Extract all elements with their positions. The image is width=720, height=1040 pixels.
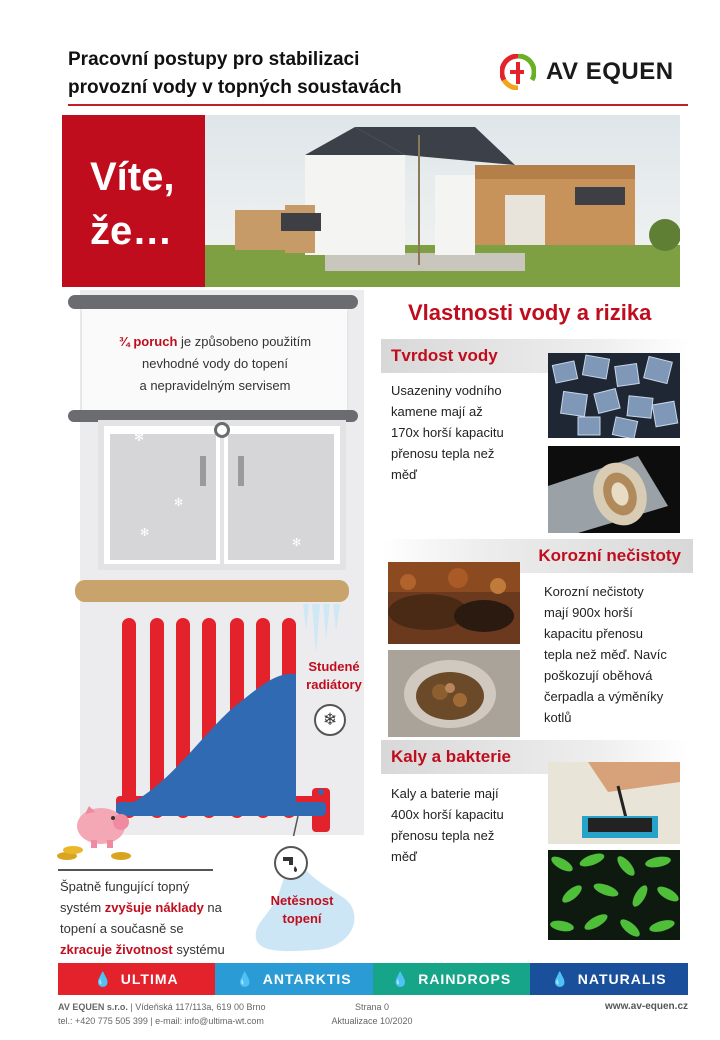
brand-label: NATURALIS: [577, 971, 667, 987]
snowflake-icon: ✻: [134, 430, 145, 444]
text-line: přenosu tepla než: [391, 828, 495, 843]
water-drop-icon: 💧: [236, 970, 255, 987]
footer-update-date: Aktualizace 10/2020: [331, 1016, 413, 1026]
brand-label: ANTARKTIS: [262, 971, 352, 987]
window-handle-right: [238, 456, 244, 486]
window-handle-left: [200, 456, 206, 486]
brand-ultima: [58, 963, 215, 995]
cost-highlight-1: zvyšuje náklady: [104, 900, 204, 915]
text-line: měď: [391, 467, 418, 482]
leak-label: [262, 892, 342, 928]
snowflake-icon: ✻: [140, 527, 150, 539]
corrosion-heading: Korozní nečistoty: [383, 539, 693, 573]
text-line: Kaly a baterie mají: [391, 786, 499, 801]
snowflake-icon: ✻: [292, 537, 302, 549]
statement-highlight: ¾ poruch: [118, 334, 178, 349]
document-title: [68, 46, 488, 102]
statement-line-2: nevhodné vody do topení: [141, 356, 288, 371]
footer-page-number: Strana 0: [354, 1002, 390, 1012]
text-line: kapacitu přenosu: [544, 626, 644, 641]
footer-website[interactable]: www.av-equen.cz: [605, 1001, 688, 1012]
cost-line-4b: systému: [172, 942, 225, 957]
footer-company: AV EQUEN s.r.o.: [58, 1002, 128, 1012]
blind-top-rail: [68, 295, 358, 309]
cost-highlight-2: zkracuje životnost: [60, 942, 173, 957]
header-divider: [68, 104, 688, 106]
corroded-metal-photo: [388, 562, 520, 644]
blind-statement: [90, 331, 340, 397]
sludge-heading: Kaly a bakterie: [381, 740, 691, 774]
hardness-heading: Tvrdost vody: [381, 339, 691, 373]
corroded-pipe-photo: [388, 650, 520, 737]
hero-line-1: Víte,: [90, 155, 175, 199]
text-line: 170x horší kapacitu: [391, 425, 504, 440]
statement-line-3: a nepravidelným servisem: [139, 378, 291, 393]
water-drop-tap-icon: [274, 846, 308, 880]
water-drop-icon: 💧: [551, 970, 570, 987]
piggy-bank-icon: [55, 800, 135, 864]
cost-line-2c: na: [203, 900, 222, 915]
water-drop-icon: 💧: [94, 970, 113, 987]
text-line: tepla než měď. Navíc: [544, 647, 667, 662]
title-line-2: provozní vody v topných soustavách: [68, 77, 402, 98]
scaled-pipe-photo: [548, 446, 680, 533]
hero-heading: [90, 150, 174, 258]
window-frame: [98, 420, 346, 570]
hero-house-photo: [205, 115, 680, 287]
corrosion-text: [544, 581, 694, 728]
properties-title: Vlastnosti vody a rizika: [408, 300, 652, 325]
bottom-text-divider: [58, 869, 213, 871]
sludge-text: [391, 783, 541, 867]
text-line: kotlů: [544, 710, 572, 725]
text-line: přenosu tepla než: [391, 446, 495, 461]
sludge-draining-photo: [548, 762, 680, 844]
footer-contacts: tel.: +420 775 505 399 | e-mail: info@ultima-wt.com: [58, 1016, 264, 1026]
footer-page-info: [322, 1000, 422, 1028]
snowflake-icon: ❄: [314, 704, 346, 736]
brand-label: RAINDROPS: [418, 971, 512, 987]
hero-line-2: že…: [90, 209, 173, 253]
limescale-crystals-photo: [548, 353, 680, 438]
company-logo: [500, 54, 700, 90]
text-line: 400x horší kapacitu: [391, 807, 504, 822]
text-line: kamene mají až: [391, 404, 483, 419]
window-mullion: [220, 426, 224, 564]
brand-label: ULTIMA: [120, 971, 179, 987]
text-line: čerpadla a výměníky: [544, 689, 664, 704]
leak-label-line-2: topení: [282, 911, 322, 926]
brand-raindrops: [373, 963, 530, 995]
text-line: Usazeniny vodního: [391, 383, 502, 398]
window-pane-left: [110, 434, 216, 560]
brand-antarktis: [215, 963, 373, 995]
leak-label-line-1: Netěsnost: [270, 893, 334, 908]
logo-text: AV EQUEN: [546, 58, 674, 85]
cost-line-2a: systém: [60, 900, 105, 915]
text-line: mají 900x horší: [544, 605, 633, 620]
text-line: poškozují oběhová: [544, 668, 653, 683]
brand-naturalis: [530, 963, 688, 995]
cold-label-line-2: radiátory: [306, 677, 362, 692]
text-line: měď: [391, 849, 418, 864]
footer-company-info: [58, 1000, 265, 1028]
hardness-text: [391, 380, 541, 485]
cost-line-1: Špatně fungující topný: [60, 879, 190, 894]
cost-line-3: topení a současně se: [60, 921, 184, 936]
logo-mark-icon: [500, 54, 536, 90]
cost-statement: [60, 876, 260, 960]
bacteria-photo: [548, 850, 680, 940]
window-pane-right: [228, 434, 334, 560]
water-drop-icon: 💧: [391, 970, 411, 987]
text-line: Korozní nečistoty: [544, 584, 644, 599]
snowflake-icon: ✻: [174, 497, 184, 509]
blind-pull-ring: [214, 422, 230, 438]
statement-line-1: je způsobeno použitím: [177, 334, 312, 349]
cold-radiators-label: [302, 658, 366, 694]
cold-label-line-1: Studené: [308, 659, 360, 674]
footer-address: | Vídeňská 117/113a, 619 00 Brno: [127, 1002, 266, 1012]
title-line-1: Pracovní postupy pro stabilizaci: [68, 49, 360, 70]
